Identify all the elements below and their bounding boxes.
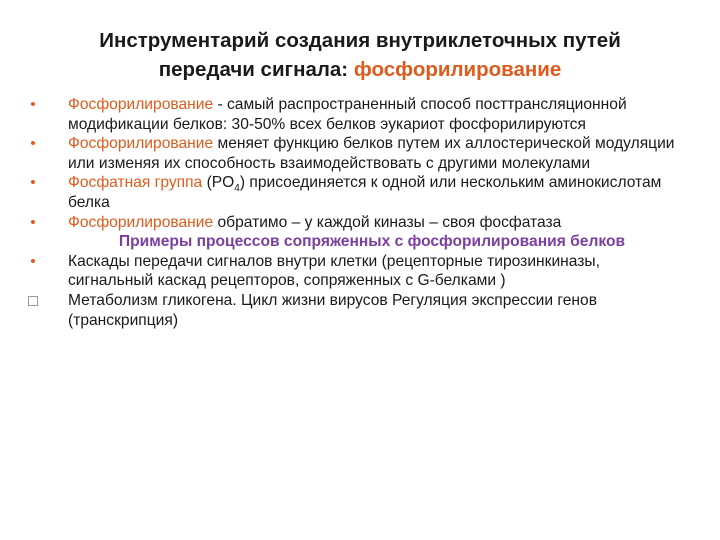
bullet-icon: •: [30, 213, 36, 231]
bullet-icon: •: [30, 96, 36, 113]
item-accent: Фосфорилирование: [68, 96, 214, 113]
example-text: Каскады передачи сигналов внутри клетки (рецепторные тирозинкиназы, сигнальный каскад рецепторов, сопряженных с G-белками ): [68, 252, 600, 290]
item-text-a: (PO: [202, 174, 235, 192]
list-item: [26, 134, 676, 173]
item-text: обратимо – у каждой киназы – своя фосфатаза: [213, 213, 562, 231]
item-accent: Фосфорилирование: [68, 213, 214, 231]
list-item: [26, 173, 676, 212]
example-text: Метаболизм гликогена. Цикл жизни вирусов Регуляция экспрессии генов (транскрипция): [68, 291, 597, 329]
item-subscript: 4: [234, 183, 240, 195]
item-text-b: ) присоединяется к одной или нескольким аминокислотам белка: [68, 174, 662, 211]
list-item: [26, 252, 676, 291]
title-prefix: передачи сигнала:: [158, 58, 354, 81]
examples-heading: Примеры процессов сопряженных с фосфорилирования белков: [118, 233, 626, 251]
bullet-icon: •: [30, 252, 36, 270]
item-accent: Фосфатная группа: [68, 174, 203, 192]
bullet-icon: •: [30, 174, 36, 192]
title-accent: фосфорилирование: [353, 58, 562, 81]
square-bullet-icon: [28, 296, 38, 306]
bullet-icon: •: [30, 135, 36, 153]
item-accent: Фосфорилирование: [68, 135, 214, 153]
bullet-list: [26, 95, 676, 330]
title-line-1: Инструментарий создания внутриклеточных путей: [99, 29, 621, 52]
slide-title: [40, 26, 680, 84]
list-item: [26, 95, 676, 134]
title-line-2: [40, 55, 680, 84]
item-text: - самый распространенный способ посттрансляционной модификации белков: 30-50% всех белков эукариот фосфорилируются: [68, 96, 627, 133]
list-item: [26, 291, 676, 330]
item-text: меняет функцию белков путем их аллостерической модуляции или изменяя их способность взаимодействовать с другими молекулами: [68, 135, 675, 172]
list-item: [26, 213, 676, 233]
